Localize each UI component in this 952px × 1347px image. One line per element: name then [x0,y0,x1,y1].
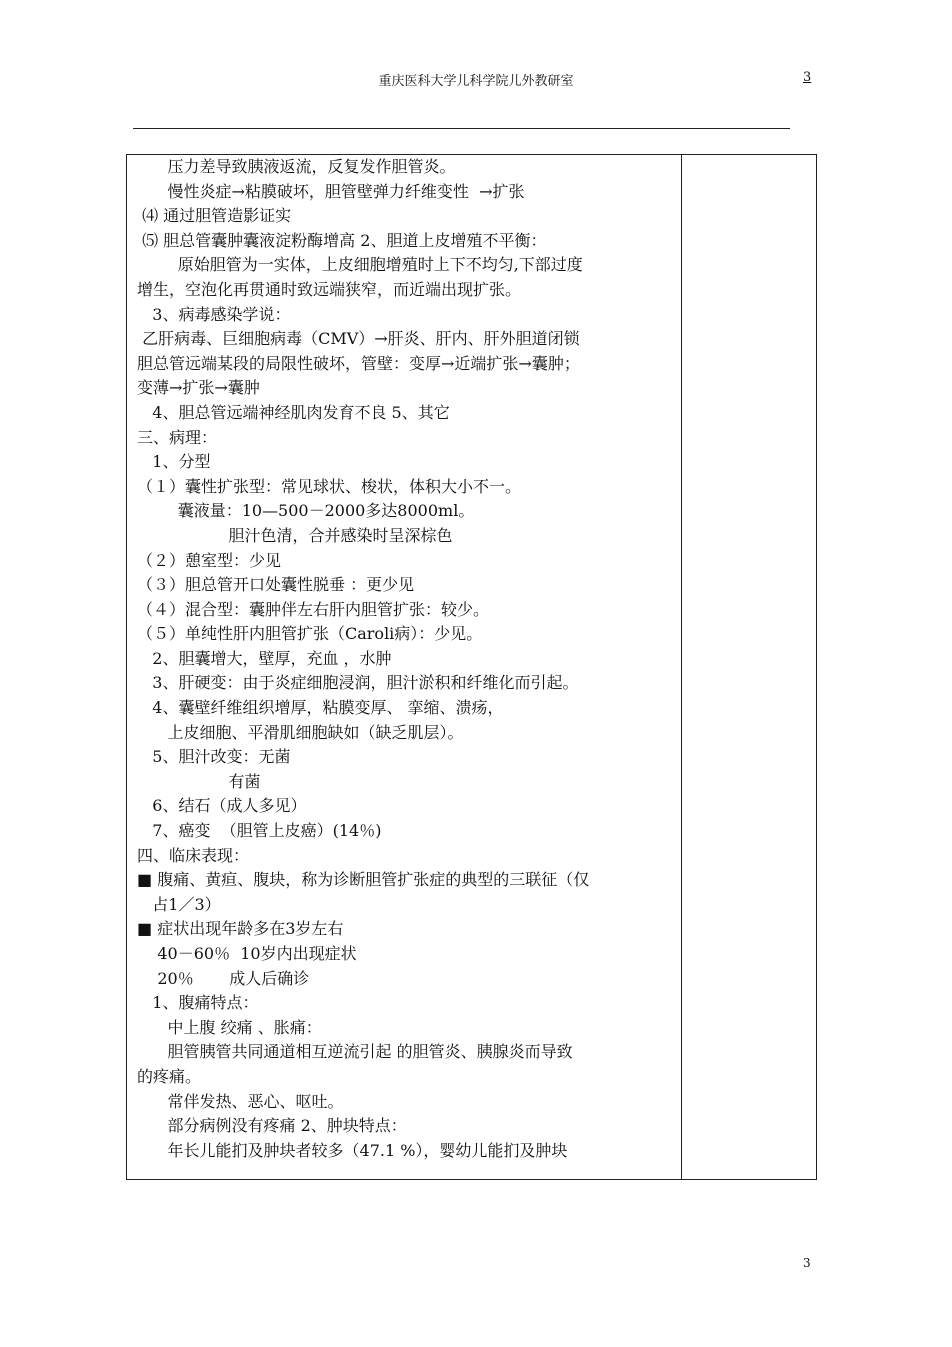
text-line: 6、结石（成人多见） [137,796,307,816]
text-line: 占1／3） [137,894,221,914]
text-line: 1、分型 [137,452,211,472]
text-line: 胆总管远端某段的局限性破坏，管壁：变厚→近端扩张→囊肿； [137,353,580,373]
main-text-cell [137,155,683,1163]
text-line: 增生，空泡化再贯通时致远端狭窄，而近端出现扩张。 [137,279,522,299]
text-line: 7、癌变 （胆管上皮癌）(14％) [137,821,382,841]
text-line: 4、囊壁纤维组织增厚，粘膜变厚、 挛缩、溃疡， [137,698,504,718]
text-line: ⑷ 通过胆管造影证实 [137,206,292,226]
text-line: 慢性炎症→粘膜破坏，胆管壁弹力纤维变性 →扩张 [137,181,525,201]
text-line: 常伴发热、恶心、呕吐。 [137,1091,344,1111]
text-line: （２）憩室型：少见 [137,550,282,570]
text-line: ■ 症状出现年龄多在3岁左右 [137,919,344,939]
text-line: 3、病毒感染学说： [137,304,291,324]
header-page-number: 3 [803,70,812,85]
text-line: 的疼痛。 [137,1066,202,1086]
text-line: 三、病理： [137,427,218,447]
text-line: 20％ 成人后确诊 [137,968,310,988]
text-line: （１）囊性扩张型：常见球状、梭状，体积大小不一。 [137,476,522,496]
text-line: 3、肝硬变：由于炎症细胞浸润，胆汁淤积和纤维化而引起。 [137,673,579,693]
header-title: 重庆医科大学儿科学院儿外教研室 [378,74,574,89]
text-line: 年长儿能扪及肿块者较多（47.1 %），婴幼儿能扪及肿块 [137,1140,568,1160]
text-line: 胆汁色清，合并感染时呈深棕色 [137,525,453,545]
text-line: 有菌 [137,771,261,791]
text-line: ■ 腹痛、黄疸、腹块，称为诊断胆管扩张症的典型的三联征（仅 [137,870,590,890]
text-line: （３）胆总管开口处囊性脱垂 ：更少见 [137,575,415,595]
text-line: 1、腹痛特点： [137,993,259,1013]
footer-page-number: 3 [803,1256,811,1270]
text-line: 四、临床表现： [137,845,250,865]
text-line: （４）混合型：囊肿伴左右肝内胆管扩张：较少。 [137,599,490,619]
text-line: 变薄→扩张→囊肿 [137,378,260,398]
text-line: 胆管胰管共同通道相互逆流引起 的胆管炎、胰腺炎而导致 [137,1042,573,1062]
text-line: 上皮细胞、平滑肌细胞缺如（缺乏肌层）。 [137,722,464,742]
text-line: 2、胆囊增大，壁厚，充血 ，水肿 [137,648,392,668]
text-line: 囊液量：10—500－2000多达8000ml。 [137,501,475,521]
text-line: 原始胆管为一实体，上皮细胞增殖时上下不均匀,下部过度 [137,255,583,275]
text-line: ⑸ 胆总管囊肿囊液淀粉酶增高 2、胆道上皮增殖不平衡： [137,230,547,250]
content-table [126,154,817,1180]
text-line: 部分病例没有疼痛 2、肿块特点： [137,1116,407,1136]
text-line: 压力差导致胰液返流，反复发作胆管炎。 [137,157,456,176]
text-line: 乙肝病毒、巨细胞病毒（CMV）→肝炎、肝内、肝外胆道闭锁 [137,329,580,349]
text-line: （５）单纯性肝内胆管扩张（Caroli病）：少见。 [137,624,483,644]
text-line: 4、胆总管远端神经肌肉发育不良 5、其它 [137,402,450,422]
text-line: 中上腹 绞痛 、胀痛： [137,1017,322,1037]
text-line: 40－60％ 10岁内出现症状 [137,944,357,963]
text-line: 5、胆汁改变：无菌 [137,747,291,767]
header-rule [133,128,790,129]
